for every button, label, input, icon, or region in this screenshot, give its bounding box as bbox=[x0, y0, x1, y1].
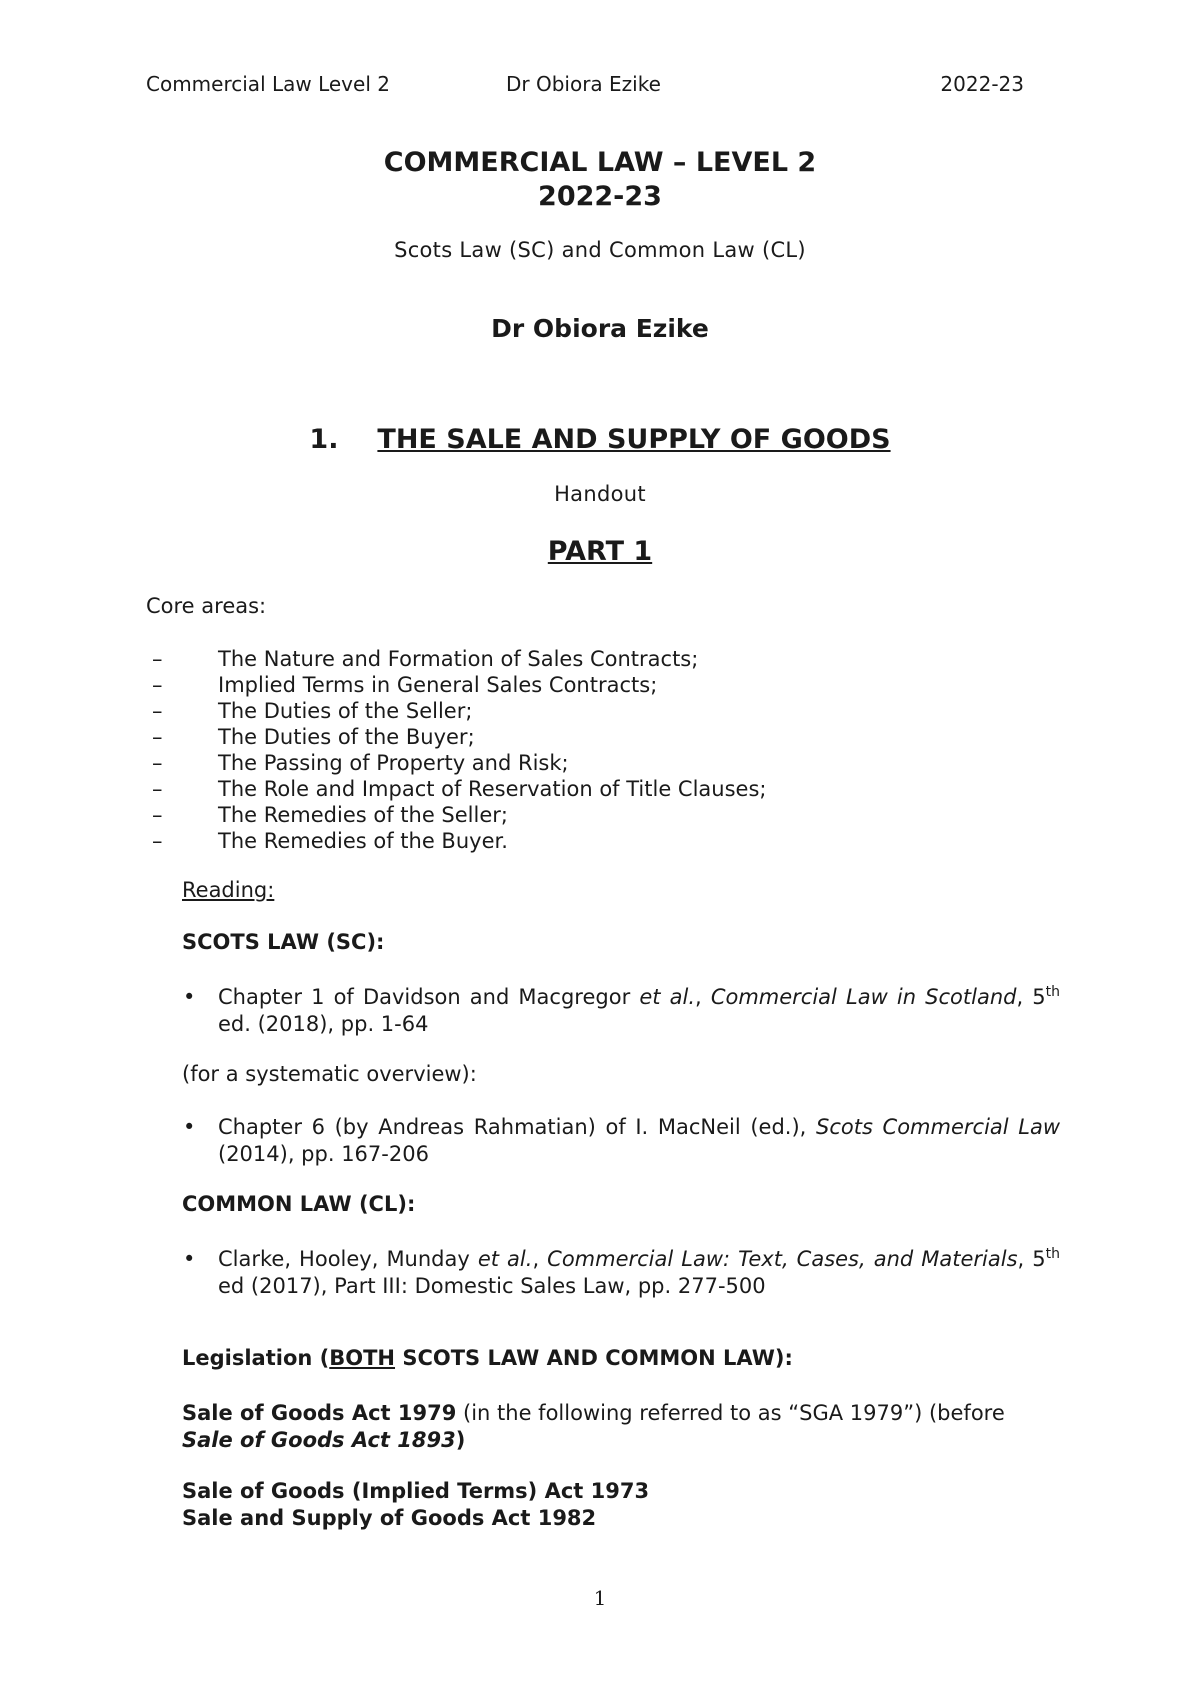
other-acts bbox=[182, 1478, 1060, 1532]
running-header bbox=[146, 72, 1024, 98]
sga-1979-entry: Sale of Goods Act 1979 (in the following referred to as “SGA 1979”) (before Sale of Goods Act 1893) bbox=[182, 1401, 1005, 1452]
act-implied-terms: Sale of Goods (Implied Terms) Act 1973 bbox=[182, 1479, 650, 1503]
section-title: THE SALE AND SUPPLY OF GOODS bbox=[377, 424, 891, 455]
book-title: Commercial Law: Text, Cases, and Materials bbox=[547, 1247, 1018, 1271]
header-author: Dr Obiora Ezike bbox=[506, 72, 661, 96]
document-year: 2022-23 bbox=[538, 181, 662, 212]
list-item: – The Passing of Property and Risk; bbox=[152, 751, 569, 775]
scots-law-heading: SCOTS LAW (SC): bbox=[182, 930, 385, 954]
reading-label: Reading: bbox=[182, 878, 275, 902]
book-title: Commercial Law in Scotland bbox=[710, 985, 1017, 1009]
header-course: Commercial Law Level 2 bbox=[146, 72, 390, 96]
core-areas-list bbox=[146, 646, 1064, 854]
bullet-glyph: • bbox=[183, 985, 196, 1009]
document-title: COMMERCIAL LAW – LEVEL 2 bbox=[383, 147, 817, 178]
header-year: 2022-23 bbox=[940, 72, 1024, 96]
part-heading: PART 1 bbox=[547, 536, 653, 567]
page-number: 1 bbox=[593, 1586, 607, 1610]
document-author: Dr Obiora Ezike bbox=[491, 314, 709, 343]
core-areas-label: Core areas: bbox=[146, 594, 267, 618]
list-item: – The Nature and Formation of Sales Contracts; bbox=[152, 647, 699, 671]
common-law-heading: COMMON LAW (CL): bbox=[182, 1192, 416, 1216]
list-item: – The Role and Impact of Reservation of Title Clauses; bbox=[152, 777, 767, 801]
list-item: – Implied Terms in General Sales Contracts; bbox=[152, 673, 658, 697]
book-title: Scots Commercial Law bbox=[816, 1115, 1060, 1139]
list-item: – The Duties of the Buyer; bbox=[152, 725, 475, 749]
legislation-heading: Legislation (BOTH SCOTS LAW AND COMMON LAW): bbox=[182, 1346, 793, 1370]
reading-item-macneil: • Chapter 6 (by Andreas Rahmatian) of I. MacNeil (ed.), Scots Commercial Law (2014), pp. 167-206 bbox=[183, 1115, 1060, 1166]
list-item: – The Remedies of the Buyer. bbox=[152, 829, 508, 853]
document-subtitle: Scots Law (SC) and Common Law (CL) bbox=[394, 238, 806, 262]
overview-note: (for a systematic overview): bbox=[182, 1062, 477, 1086]
list-item: – The Duties of the Seller; bbox=[152, 699, 473, 723]
bullet-glyph: • bbox=[183, 1115, 196, 1139]
section-heading bbox=[0, 424, 1200, 455]
section-number: 1. bbox=[309, 424, 339, 455]
list-item: – The Remedies of the Seller; bbox=[152, 803, 508, 827]
reading-item-clarke: • Clarke, Hooley, Munday et al., Commercial Law: Text, Cases, and Materials, 5th ed (2017), Part III: Domestic Sales Law, pp. 277-500 bbox=[183, 1246, 1060, 1298]
reading-item-davidson: • Chapter 1 of Davidson and Macgregor et al., Commercial Law in Scotland, 5th ed. (2018), pp. 1-64 bbox=[183, 984, 1061, 1036]
bullet-glyph: • bbox=[183, 1247, 196, 1271]
act-sale-supply: Sale and Supply of Goods Act 1982 bbox=[182, 1506, 597, 1530]
handout-label: Handout bbox=[554, 482, 646, 506]
